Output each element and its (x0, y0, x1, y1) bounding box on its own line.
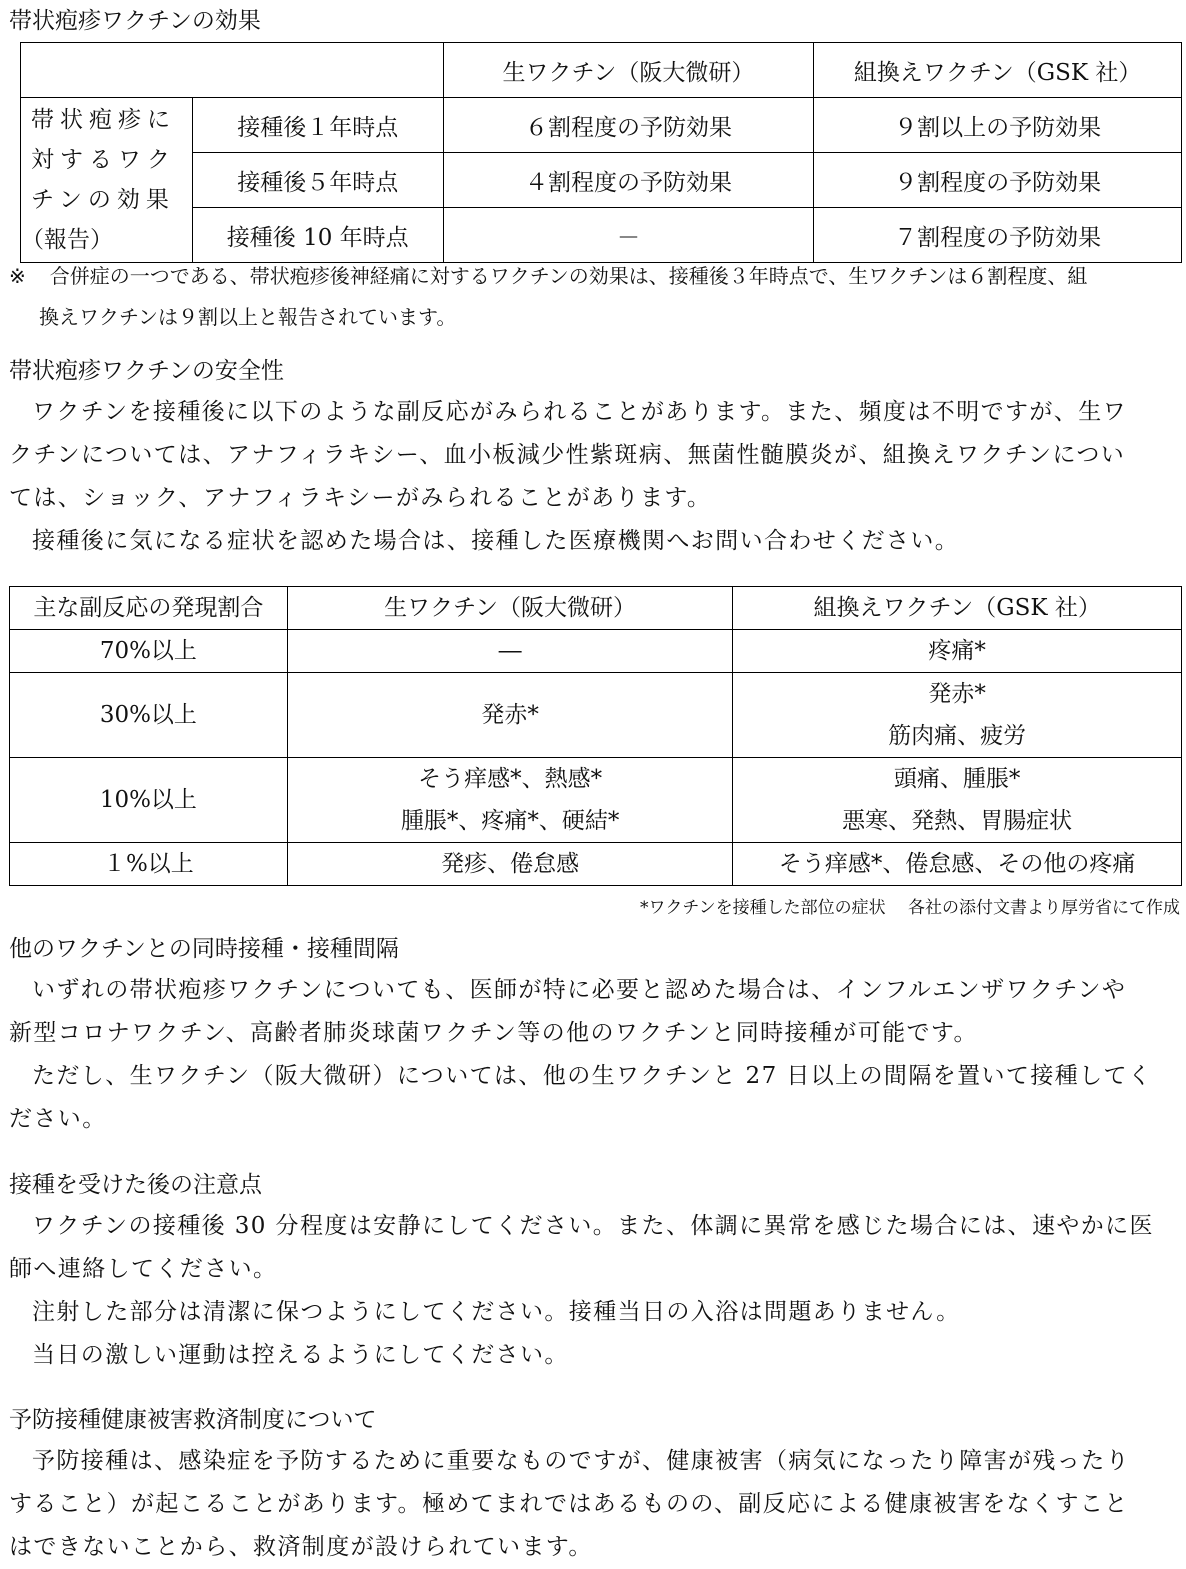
rate-cell: 30%以上 (10, 673, 288, 758)
table-row (10, 673, 1182, 758)
efficacy-side-label (21, 98, 193, 263)
after-paragraph (9, 1205, 1181, 1377)
recomb-cell (733, 758, 1182, 843)
safety-heading: 帯状疱疹ワクチンの安全性 (9, 358, 284, 384)
efficacy-header-recomb: 組換えワクチン（GSK 社） (814, 43, 1182, 98)
efficacy-table (20, 42, 1182, 263)
side-label-line: 対するワク (31, 147, 176, 173)
recomb-cell (733, 673, 1182, 758)
cell-line: 発赤* (928, 681, 986, 707)
para-line: ては、ショック、アナフィラキシーがみられることがあります。 (9, 485, 712, 511)
relief-heading: 予防接種健康被害救済制度について (9, 1407, 377, 1433)
recomb-value: ７割程度の予防効果 (814, 208, 1182, 263)
para-line: ワクチンを接種後に以下のような副反応がみられることがあります。また、頻度は不明ですが、生ワ (32, 399, 1128, 425)
cell-line: 腫脹*、疼痛*、硬結* (400, 808, 620, 834)
table-row (10, 758, 1182, 843)
header-live: 生ワクチン（阪大微研） (287, 587, 733, 630)
cell-line: 悪寒、発熱、胃腸症状 (842, 808, 1073, 834)
cell-line: 筋肉痛、疲労 (888, 723, 1027, 749)
table-row (21, 153, 1182, 208)
row-label: 接種後５年時点 (192, 153, 443, 208)
rate-cell: 70%以上 (10, 630, 288, 673)
para-line: クチンについては、アナフィラキシー、血小板減少性紫斑病、無菌性髄膜炎が、組換えワクチンについ (9, 442, 1126, 468)
para-line: ワクチンの接種後 30 分程度は安静にしてください。また、体調に異常を感じた場合には、速やかに医 (32, 1213, 1154, 1239)
live-cell (287, 758, 733, 843)
safety-paragraph (9, 391, 1181, 563)
cell-line: そう痒感*、熱感* (418, 766, 603, 792)
efficacy-heading: 帯状疱疹ワクチンの効果 (9, 8, 261, 34)
side-label-line: （報告） (21, 227, 113, 253)
after-heading: 接種を受けた後の注意点 (9, 1172, 262, 1198)
table-row (10, 630, 1182, 673)
live-cell: ― (287, 630, 733, 673)
relief-paragraph (9, 1440, 1181, 1569)
concurrent-paragraph (9, 969, 1181, 1141)
live-value: － (443, 208, 814, 263)
table-row (21, 208, 1182, 263)
note-line (9, 256, 1087, 297)
para-line: 接種後に気になる症状を認めた場合は、接種した医療機関へお問い合わせください。 (32, 528, 960, 554)
live-value: ６割程度の予防効果 (443, 98, 814, 153)
note-line: 換えワクチンは９割以上と報告されています。 (39, 305, 457, 329)
para-line: はできないことから、救済制度が設けられています。 (9, 1534, 593, 1560)
side-label-line: 帯状疱疹に (31, 107, 176, 133)
para-line: 師へ連絡してください。 (9, 1256, 278, 1282)
rate-cell: １%以上 (10, 843, 288, 886)
efficacy-header-blank (21, 43, 444, 98)
cell-line: 頭痛、腫脹* (893, 766, 1021, 792)
side-effects-footnote: *ワクチンを接種した部位の症状 各社の添付文書より厚労省にて作成 (639, 898, 1180, 918)
side-effects-header-row (10, 587, 1182, 630)
rate-cell: 10%以上 (10, 758, 288, 843)
para-line: 当日の激しい運動は控えるようにしてください。 (32, 1342, 569, 1368)
efficacy-note (9, 256, 1087, 338)
note-mark: ※ (9, 264, 26, 288)
recomb-value: ９割以上の予防効果 (814, 98, 1182, 153)
recomb-cell: 疼痛* (733, 630, 1182, 673)
efficacy-header-live: 生ワクチン（阪大微研） (443, 43, 814, 98)
live-value: ４割程度の予防効果 (443, 153, 814, 208)
para-line: ただし、生ワクチン（阪大微研）については、他の生ワクチンと 27 日以上の間隔を置いて接種してく (32, 1063, 1153, 1089)
table-row (21, 98, 1182, 153)
efficacy-header-row (21, 43, 1182, 98)
para-line: 注射した部分は清潔に保つようにしてください。接種当日の入浴は問題ありません。 (32, 1299, 961, 1325)
recomb-value: ９割程度の予防効果 (814, 153, 1182, 208)
note-text: 合併症の一つである、帯状疱疹後神経痛に対するワクチンの効果は、接種後３年時点で、生ワクチンは６割程度、組 (49, 264, 1088, 288)
live-cell: 発疹、倦怠感 (287, 843, 733, 886)
row-label: 接種後１年時点 (192, 98, 443, 153)
para-line: 予防接種は、感染症を予防するために重要なものですが、健康被害（病気になったり障害が残ったり (32, 1448, 1130, 1474)
row-label: 接種後 10 年時点 (192, 208, 443, 263)
side-label-line: チンの効果 (31, 187, 175, 213)
concurrent-heading: 他のワクチンとの同時接種・接種間隔 (9, 936, 399, 962)
header-rate: 主な副反応の発現割合 (10, 587, 288, 630)
para-line: すること）が起こることがあります。極めてまれではあるものの、副反応による健康被害をなくすこと (9, 1491, 1129, 1517)
para-line: ださい。 (9, 1106, 107, 1132)
para-line: 新型コロナワクチン、高齢者肺炎球菌ワクチン等の他のワクチンと同時接種が可能です。 (9, 1020, 978, 1046)
side-effects-table (9, 586, 1182, 886)
para-line: いずれの帯状疱疹ワクチンについても、医師が特に必要と認めた場合は、インフルエンザワクチンや (32, 977, 1127, 1003)
table-row (10, 843, 1182, 886)
recomb-cell: そう痒感*、倦怠感、その他の疼痛 (733, 843, 1182, 886)
header-recomb: 組換えワクチン（GSK 社） (733, 587, 1182, 630)
live-cell: 発赤* (287, 673, 733, 758)
